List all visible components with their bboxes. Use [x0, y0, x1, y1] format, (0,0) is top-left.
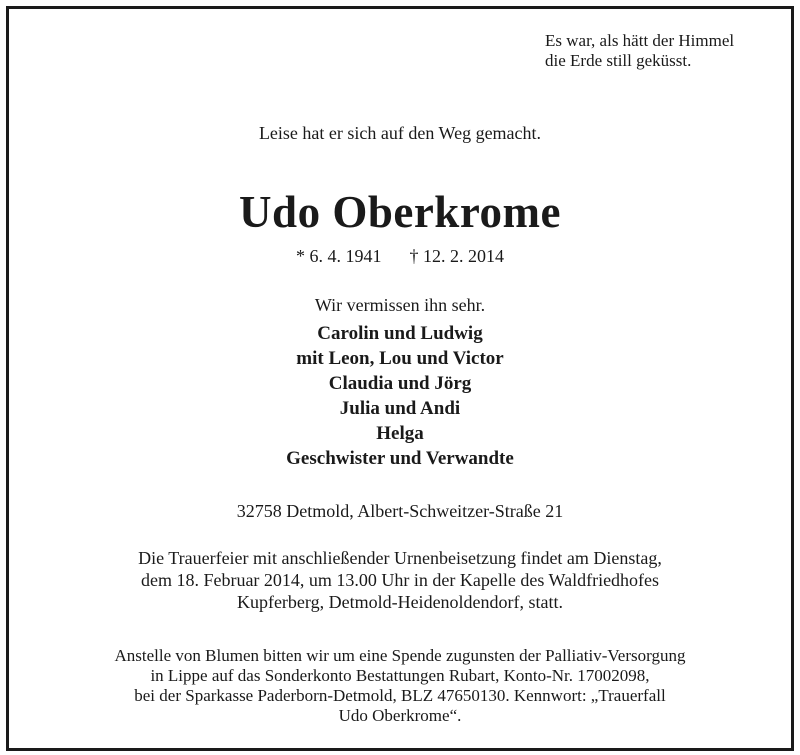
- mourners-list: [9, 321, 791, 471]
- motto-line: Es war, als hätt der Himmel: [545, 31, 735, 50]
- family-address: 32758 Detmold, Albert-Schweitzer-Straße 21: [236, 501, 564, 521]
- donation-line: Anstelle von Blumen bitten wir um eine Spende zugunsten der Palliativ-Versorgung: [114, 646, 686, 665]
- mourner-line: Carolin und Ludwig: [317, 323, 483, 344]
- service-line: dem 18. Februar 2014, um 13.00 Uhr in der Kapelle des Waldfriedhofes: [140, 570, 660, 590]
- death-date: † 12. 2. 2014: [409, 246, 504, 266]
- motto-line: die Erde still geküsst.: [545, 51, 692, 70]
- funeral-service-info: [9, 547, 791, 613]
- donation-line: in Lippe auf das Sonderkonto Bestattungen Rubart, Konto-Nr. 17002098,: [150, 666, 650, 685]
- mourner-line: Julia und Andi: [339, 398, 461, 419]
- miss-text: Wir vermissen ihn sehr.: [314, 295, 486, 315]
- donation-request: [9, 646, 791, 726]
- mourner-line: mit Leon, Lou und Victor: [296, 348, 504, 369]
- mourner-line: Claudia und Jörg: [328, 373, 472, 394]
- mourner-line: Helga: [376, 423, 424, 444]
- donation-line: Udo Oberkrome“.: [338, 706, 462, 725]
- motto-quote: [545, 31, 734, 71]
- service-line: Kupferberg, Detmold-Heidenoldendorf, statt.: [236, 592, 564, 612]
- service-line: Die Trauerfeier mit anschließender Urnenbeisetzung findet am Dienstag,: [138, 548, 662, 568]
- obituary-notice: [6, 6, 794, 751]
- mourner-line: Geschwister und Verwandte: [286, 448, 514, 469]
- birth-date: * 6. 4. 1941: [296, 246, 382, 266]
- donation-line: bei der Sparkasse Paderborn-Detmold, BLZ 47650130. Kennwort: „Trauerfall: [134, 686, 666, 705]
- intro-text: Leise hat er sich auf den Weg gemacht.: [258, 123, 542, 143]
- life-dates: [9, 246, 791, 267]
- deceased-name: Udo Oberkrome: [239, 187, 561, 237]
